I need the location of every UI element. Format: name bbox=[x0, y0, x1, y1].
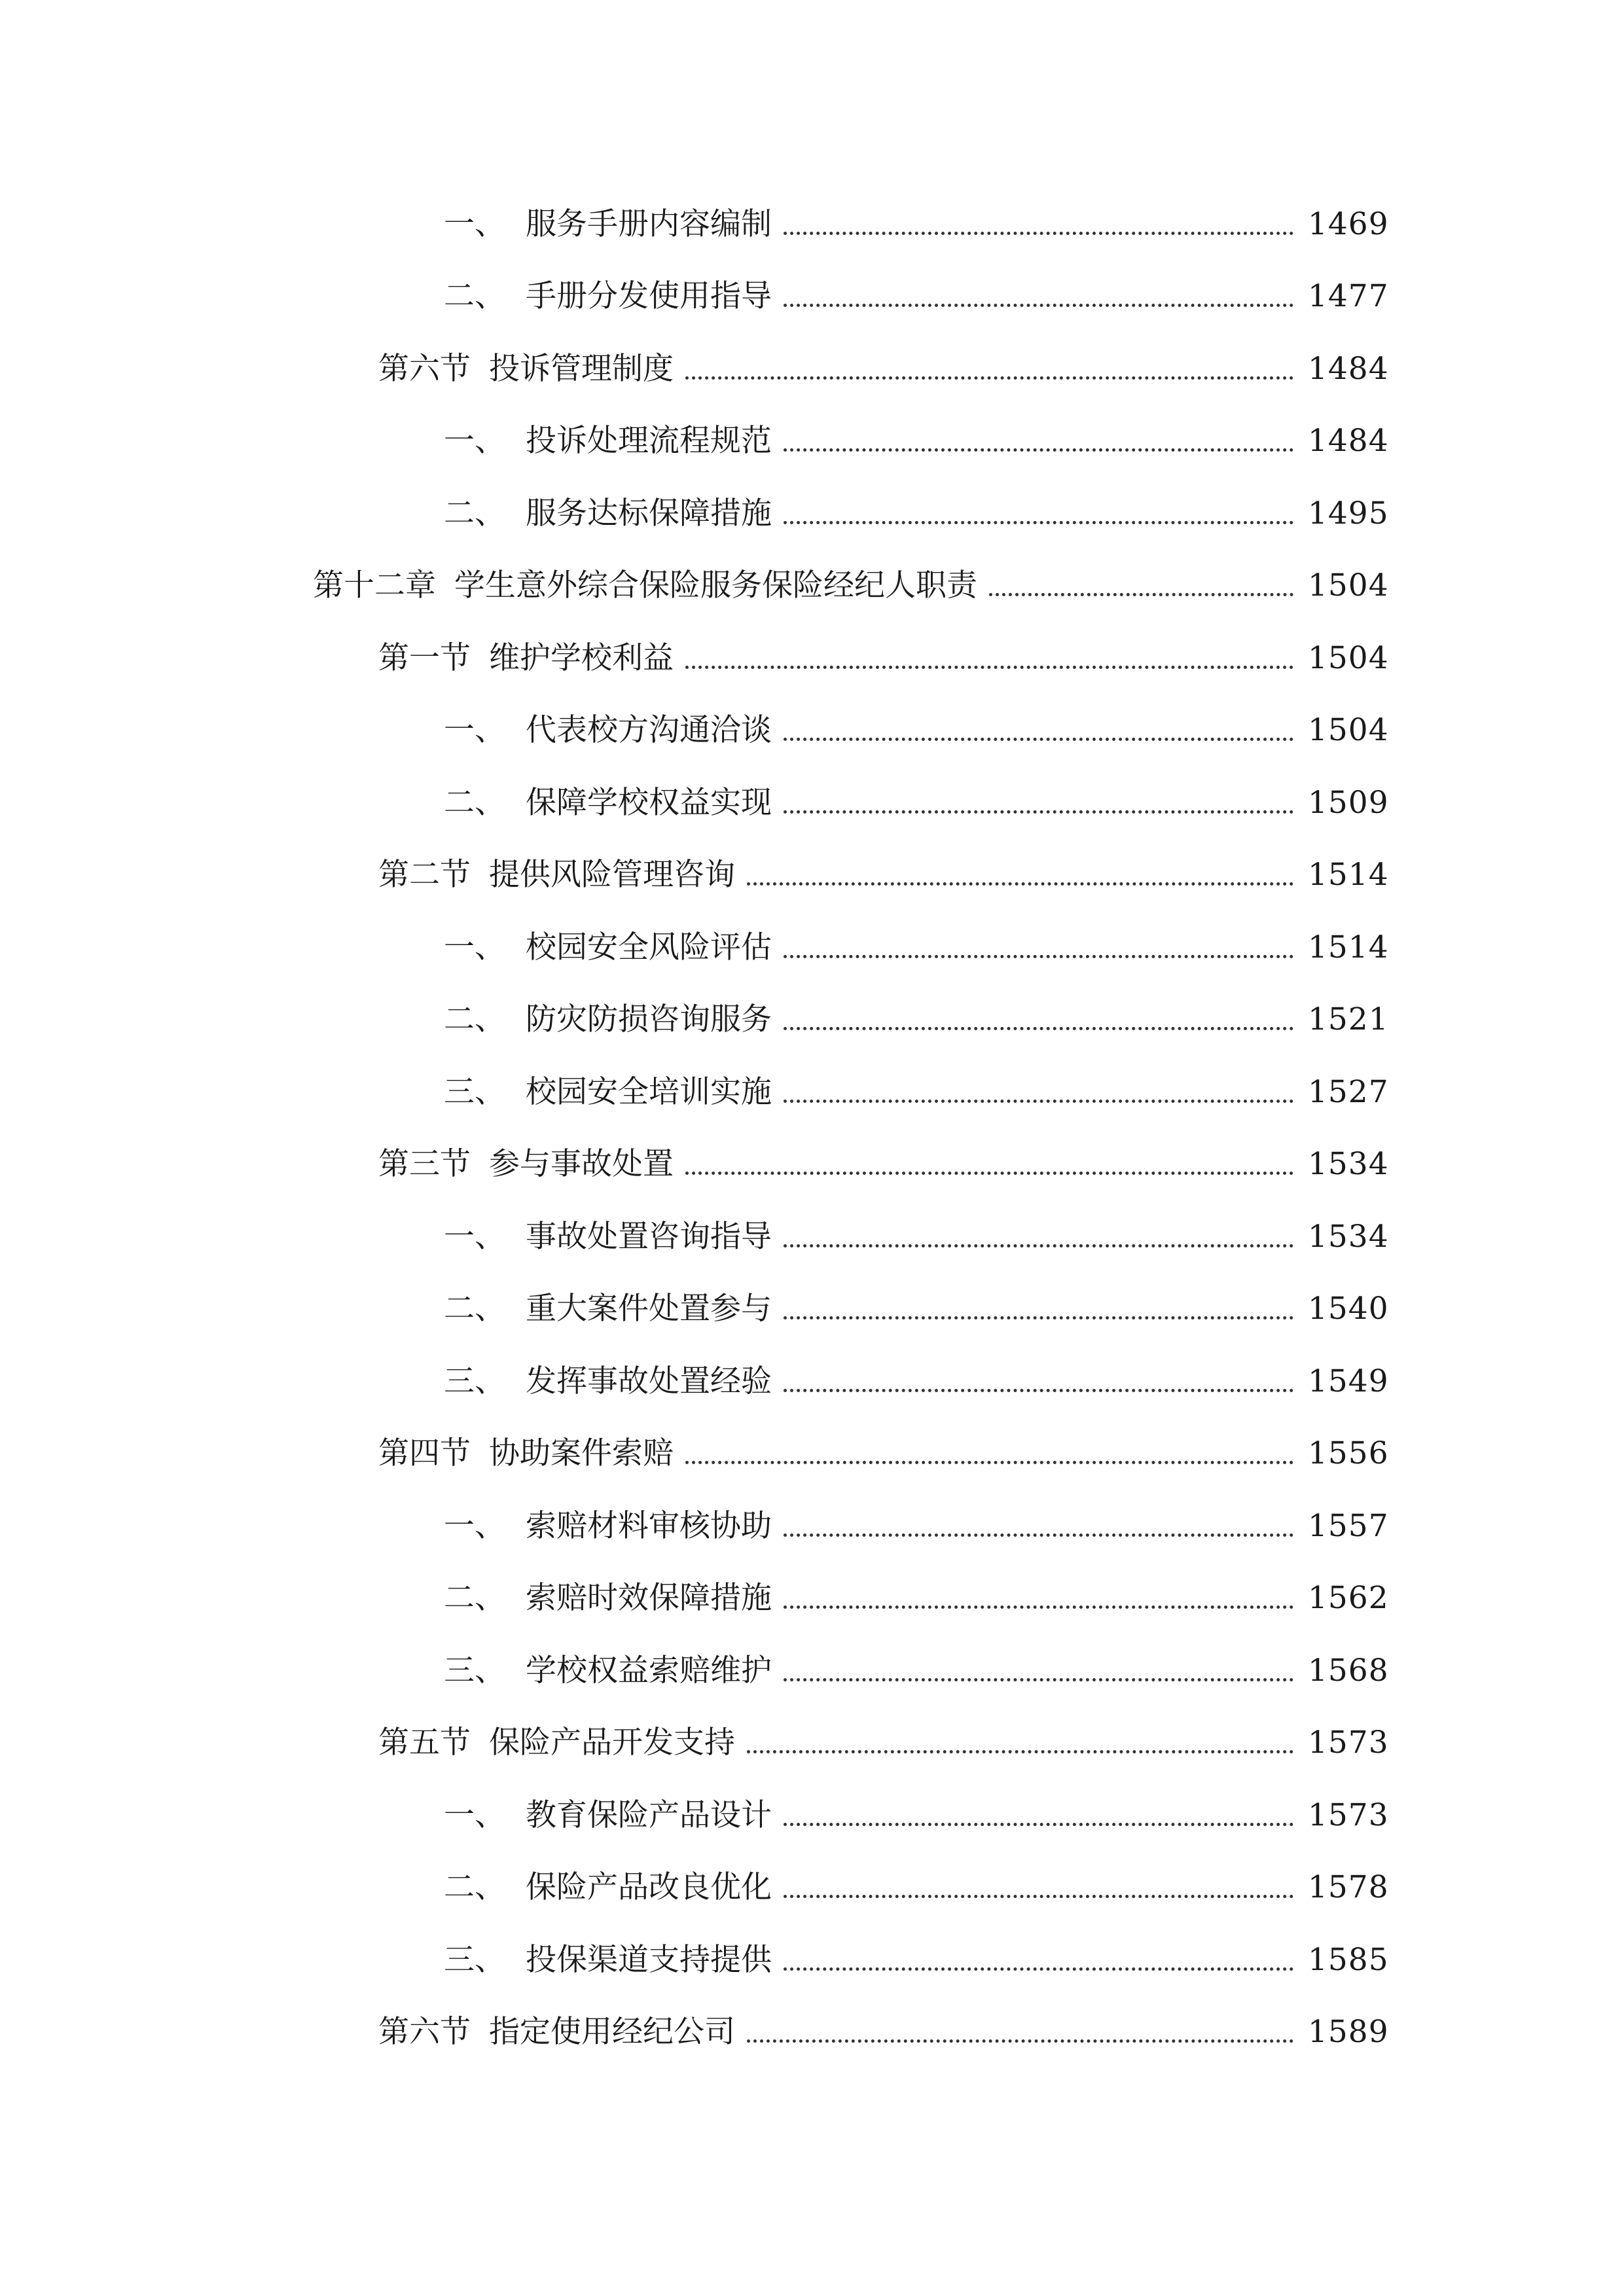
toc-dot-leader bbox=[784, 304, 1293, 307]
toc-entry-number: 一、 bbox=[444, 206, 505, 242]
toc-dot-leader bbox=[784, 955, 1293, 958]
toc-entry-title: 校园安全培训实施 bbox=[526, 1073, 772, 1110]
toc-entry-title: 防灾防损咨询服务 bbox=[526, 1001, 772, 1038]
toc-entry-page-number: 1504 bbox=[1308, 567, 1389, 604]
toc-entry-page-number: 1484 bbox=[1308, 423, 1389, 459]
toc-entry-number: 二、 bbox=[444, 495, 505, 531]
toc-entry-number: 二、 bbox=[444, 1291, 505, 1327]
toc-dot-leader bbox=[784, 1244, 1293, 1247]
toc-entry-title: 保险产品开发支持 bbox=[489, 1725, 735, 1761]
toc-entry-number: 一、 bbox=[444, 1507, 505, 1544]
toc-entry-item[interactable] bbox=[0, 1634, 1624, 1707]
toc-entry-item[interactable] bbox=[0, 1924, 1624, 1996]
toc-entry-number: 第十二章 bbox=[313, 567, 436, 604]
toc-dot-leader bbox=[784, 1100, 1293, 1103]
toc-entry-number: 第三节 bbox=[378, 1146, 471, 1183]
toc-entry-title: 代表校方沟通洽谈 bbox=[526, 712, 772, 749]
toc-entry-page-number: 1562 bbox=[1308, 1580, 1389, 1617]
toc-entry-chapter[interactable] bbox=[0, 550, 1624, 622]
toc-dot-leader bbox=[784, 232, 1293, 235]
toc-entry-item[interactable] bbox=[0, 1562, 1624, 1635]
toc-dot-leader bbox=[784, 1895, 1293, 1898]
toc-entry-page-number: 1495 bbox=[1308, 495, 1389, 531]
toc-entry-page-number: 1504 bbox=[1308, 712, 1389, 749]
toc-entry-page-number: 1514 bbox=[1308, 857, 1389, 893]
toc-entry-page-number: 1514 bbox=[1308, 929, 1389, 965]
toc-dot-leader bbox=[784, 1534, 1293, 1537]
toc-entry-item[interactable] bbox=[0, 1273, 1624, 1346]
toc-dot-leader bbox=[784, 1389, 1293, 1392]
toc-entry-title: 服务达标保障措施 bbox=[526, 495, 772, 531]
toc-entry-page-number: 1504 bbox=[1308, 639, 1389, 676]
toc-entry-page-number: 1557 bbox=[1308, 1507, 1389, 1544]
toc-entry-item[interactable] bbox=[0, 1345, 1624, 1418]
toc-entry-section[interactable] bbox=[0, 1707, 1624, 1780]
toc-entry-page-number: 1540 bbox=[1308, 1291, 1389, 1327]
toc-entry-item[interactable] bbox=[0, 1490, 1624, 1562]
toc-entry-number: 第六节 bbox=[378, 2014, 471, 2051]
toc-entry-number: 一、 bbox=[444, 1797, 505, 1833]
toc-entry-number: 二、 bbox=[444, 1001, 505, 1038]
toc-dot-leader bbox=[784, 1678, 1293, 1681]
toc-entry-title: 投保渠道支持提供 bbox=[526, 1941, 772, 1978]
toc-entry-title: 投诉处理流程规范 bbox=[526, 423, 772, 459]
toc-entry-title: 投诉管理制度 bbox=[489, 350, 674, 387]
toc-entry-page-number: 1573 bbox=[1308, 1725, 1389, 1761]
toc-entry-number: 第五节 bbox=[378, 1725, 471, 1761]
toc-entry-number: 一、 bbox=[444, 929, 505, 965]
toc-entry-title: 教育保险产品设计 bbox=[526, 1797, 772, 1833]
toc-entry-page-number: 1521 bbox=[1308, 1001, 1389, 1038]
toc-entry-page-number: 1469 bbox=[1308, 206, 1389, 242]
toc-entry-title: 协助案件索赔 bbox=[489, 1435, 674, 1472]
toc-dot-leader bbox=[784, 1316, 1293, 1319]
toc-entry-section[interactable] bbox=[0, 1996, 1624, 2069]
toc-entry-page-number: 1477 bbox=[1308, 278, 1389, 315]
toc-entry-title: 发挥事故处置经验 bbox=[526, 1363, 772, 1399]
toc-entry-item[interactable] bbox=[0, 260, 1624, 333]
toc-entry-page-number: 1549 bbox=[1308, 1363, 1389, 1399]
toc-entry-item[interactable] bbox=[0, 1200, 1624, 1273]
toc-entry-item[interactable] bbox=[0, 694, 1624, 767]
toc-dot-leader bbox=[747, 1750, 1293, 1753]
toc-entry-page-number: 1556 bbox=[1308, 1435, 1389, 1472]
toc-entry-item[interactable] bbox=[0, 984, 1624, 1056]
toc-entry-page-number: 1573 bbox=[1308, 1797, 1389, 1833]
toc-entry-title: 索赔时效保障措施 bbox=[526, 1580, 772, 1617]
toc-entry-section[interactable] bbox=[0, 1128, 1624, 1201]
toc-entry-number: 第二节 bbox=[378, 857, 471, 893]
toc-dot-leader bbox=[784, 1823, 1293, 1826]
toc-entry-number: 二、 bbox=[444, 278, 505, 315]
toc-entry-section[interactable] bbox=[0, 622, 1624, 694]
toc-entry-page-number: 1589 bbox=[1308, 2014, 1389, 2051]
toc-entry-title: 校园安全风险评估 bbox=[526, 929, 772, 965]
toc-entry-title: 事故处置咨询指导 bbox=[526, 1218, 772, 1255]
toc-dot-leader bbox=[685, 376, 1293, 380]
toc-entry-item[interactable] bbox=[0, 477, 1624, 550]
toc-entry-item[interactable] bbox=[0, 1852, 1624, 1924]
toc-entry-title: 指定使用经纪公司 bbox=[489, 2014, 735, 2051]
toc-entry-title: 提供风险管理咨询 bbox=[489, 857, 735, 893]
toc-dot-leader bbox=[784, 1605, 1293, 1609]
toc-dot-leader bbox=[784, 521, 1293, 524]
toc-entry-number: 一、 bbox=[444, 712, 505, 749]
toc-entry-number: 一、 bbox=[444, 423, 505, 459]
toc-entry-title: 参与事故处置 bbox=[489, 1146, 674, 1183]
toc-dot-leader bbox=[685, 1172, 1293, 1175]
toc-entry-item[interactable] bbox=[0, 188, 1624, 260]
toc-entry-title: 重大案件处置参与 bbox=[526, 1291, 772, 1327]
toc-entry-page-number: 1568 bbox=[1308, 1652, 1389, 1689]
toc-entry-title: 学生意外综合保险服务保险经纪人职责 bbox=[454, 567, 977, 604]
table-of-contents bbox=[0, 188, 1624, 2068]
toc-entry-page-number: 1509 bbox=[1308, 784, 1389, 821]
toc-entry-number: 一、 bbox=[444, 1218, 505, 1255]
toc-entry-title: 维护学校利益 bbox=[489, 639, 674, 676]
toc-dot-leader bbox=[685, 666, 1293, 669]
toc-dot-leader bbox=[784, 810, 1293, 814]
toc-entry-page-number: 1527 bbox=[1308, 1073, 1389, 1110]
toc-entry-title: 索赔材料审核协助 bbox=[526, 1507, 772, 1544]
toc-entry-item[interactable] bbox=[0, 911, 1624, 984]
toc-entry-number: 二、 bbox=[444, 1580, 505, 1617]
toc-entry-item[interactable] bbox=[0, 1779, 1624, 1852]
toc-entry-page-number: 1534 bbox=[1308, 1218, 1389, 1255]
toc-entry-section[interactable] bbox=[0, 332, 1624, 405]
toc-dot-leader bbox=[747, 2039, 1293, 2043]
toc-entry-title: 学校权益索赔维护 bbox=[526, 1652, 772, 1689]
toc-entry-number: 三、 bbox=[444, 1073, 505, 1110]
toc-entry-title: 保险产品改良优化 bbox=[526, 1869, 772, 1906]
toc-entry-number: 二、 bbox=[444, 1869, 505, 1906]
toc-dot-leader bbox=[784, 738, 1293, 741]
toc-entry-section[interactable] bbox=[0, 1418, 1624, 1490]
toc-entry-number: 二、 bbox=[444, 784, 505, 821]
toc-dot-leader bbox=[747, 882, 1293, 886]
toc-entry-number: 三、 bbox=[444, 1941, 505, 1978]
toc-entry-number: 第六节 bbox=[378, 350, 471, 387]
toc-dot-leader bbox=[989, 593, 1293, 596]
toc-entry-item[interactable] bbox=[0, 766, 1624, 839]
toc-dot-leader bbox=[784, 448, 1293, 452]
toc-entry-page-number: 1585 bbox=[1308, 1941, 1389, 1978]
toc-entry-page-number: 1534 bbox=[1308, 1146, 1389, 1183]
toc-dot-leader bbox=[784, 1027, 1293, 1030]
toc-dot-leader bbox=[784, 1967, 1293, 1971]
toc-entry-number: 第四节 bbox=[378, 1435, 471, 1472]
toc-entry-number: 三、 bbox=[444, 1363, 505, 1399]
toc-entry-title: 保障学校权益实现 bbox=[526, 784, 772, 821]
toc-entry-item[interactable] bbox=[0, 1056, 1624, 1128]
toc-entry-item[interactable] bbox=[0, 405, 1624, 478]
toc-entry-page-number: 1578 bbox=[1308, 1869, 1389, 1906]
toc-entry-number: 第一节 bbox=[378, 639, 471, 676]
toc-entry-section[interactable] bbox=[0, 839, 1624, 912]
toc-dot-leader bbox=[685, 1461, 1293, 1464]
toc-entry-title: 服务手册内容编制 bbox=[526, 206, 772, 242]
toc-entry-page-number: 1484 bbox=[1308, 350, 1389, 387]
toc-entry-title: 手册分发使用指导 bbox=[526, 278, 772, 315]
toc-entry-number: 三、 bbox=[444, 1652, 505, 1689]
